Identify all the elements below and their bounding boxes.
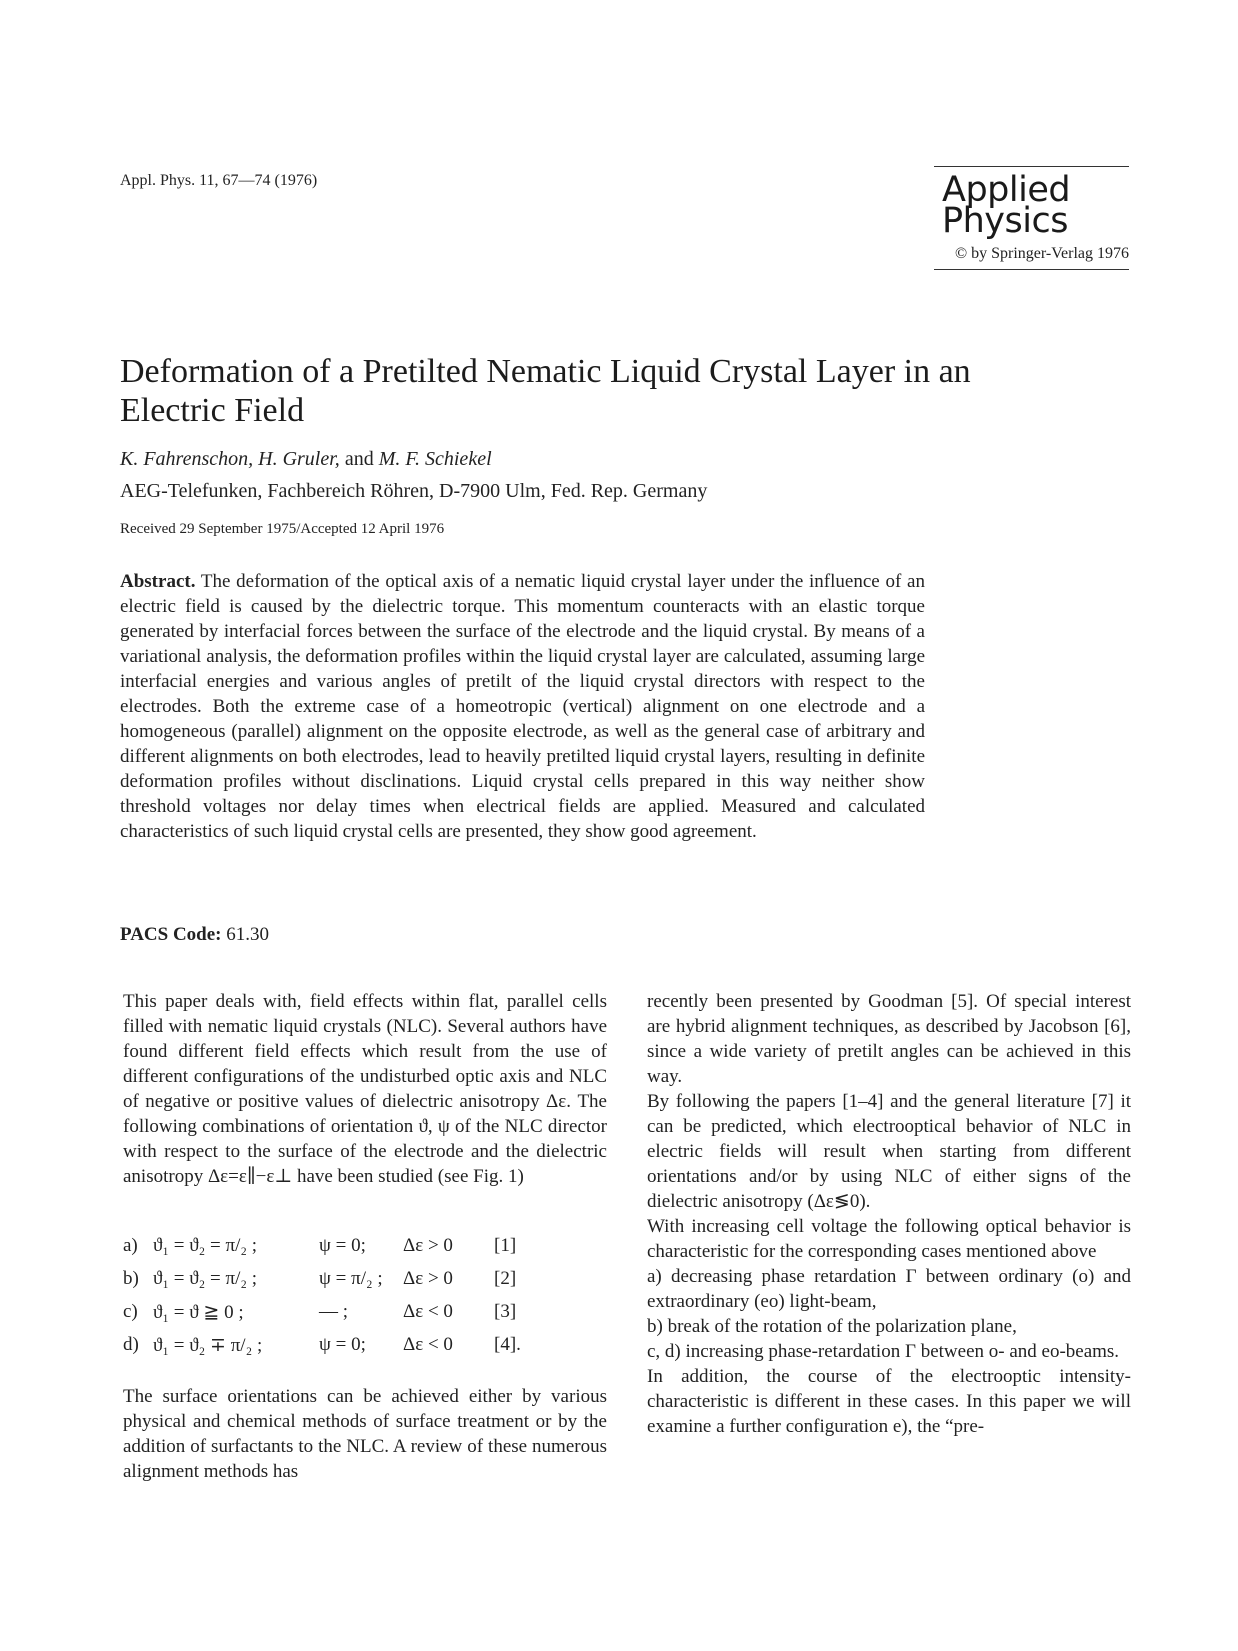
orientation-cases [123, 1235, 607, 1367]
masthead-line-2: Physics [942, 201, 1068, 241]
authors-and: and [344, 448, 374, 470]
case-anisotropy: Δε > 0 [403, 1268, 453, 1289]
right-paragraph-4: In addition, the course of the electrooptic intensity-characteristic is different in these cases. In this paper we will examine a further configuration e), the “pre- [647, 1366, 1131, 1437]
body-right-column [647, 989, 1131, 1439]
abstract-text: The deformation of the optical axis of a nematic liquid crystal layer under the influence of an electric field is caused by the dielectric torque. This momentum counteracts with an elastic torque generated by interfacial forces between the surface of the electrode and the liquid crystal. By means of a variational analysis, the deformation profiles within the liquid crystal layer are calculated, assuming large interfacial energies and various angles of pretilt of the liquid crystal directors with respect to the electrodes. Both the extreme case of a homeotropic (vertical) alignment on one electrode and a homogeneous (parallel) alignment on the opposite electrode, as well as the general case of arbitrary and different alignments on both electrodes, lead to heavily pretilted liquid crystal layers, resulting in definite deformation profiles without disclinations. Liquid crystal cells prepared in this way neither show threshold voltages nor delay times when electrical fields are applied. Measured and calculated characteristics of such liquid crystal cells are presented, they show good agreement. [120, 571, 925, 842]
case-anisotropy: Δε > 0 [403, 1235, 453, 1256]
affiliation: AEG-Telefunken, Fachbereich Röhren, D-7900 Ulm, Fed. Rep. Germany [120, 480, 708, 502]
right-paragraph-2: By following the papers [1–4] and the general literature [7] it can be predicted, which electrooptical behavior of NLC in electric fields will result when starting from different orientations and/or by using NLC of either signs of the dielectric anisotropy (Δε≶0). [647, 1091, 1131, 1212]
right-paragraph-1: recently been presented by Goodman [5]. Of special interest are hybrid alignment techniques, as described by Jacobson [6], since a wide variety of pretilt angles can be achieved in this way. [647, 991, 1131, 1087]
article-title: Deformation of a Pretilted Nematic Liquid Crystal Layer in an Electric Field [120, 353, 971, 429]
right-item-cd: c, d) increasing phase-retardation Γ between o- and eo-beams. [647, 1341, 1120, 1362]
masthead-bottom-rule [934, 269, 1129, 270]
pacs-label: PACS Code: [120, 924, 222, 945]
authors-last: M. F. Schiekel [378, 448, 492, 470]
received-dates: Received 29 September 1975/Accepted 12 April 1976 [120, 521, 445, 537]
body-left-column-top [123, 989, 607, 1189]
case-psi: ψ = 0; [319, 1235, 366, 1256]
case-label: d) [123, 1334, 139, 1355]
case-label: a) [123, 1235, 138, 1256]
intro-paragraph: This paper deals with, field effects within flat, parallel cells filled with nematic liquid crystals (NLC). Several authors have found different field effects which result from the use of different configurations of the undisturbed optic axis and NLC of negative or positive values of dielectric anisotropy Δε. The following combinations of orientation ϑ, ψ of the NLC director with respect to the surface of the electrode and the dielectric anisotropy Δε=ε∥−ε⊥ have been studied (see Fig. 1) [123, 991, 607, 1187]
alignment-paragraph: The surface orientations can be achieved either by various physical and chemical methods of surface treatment or by the addition of surfactants to the NLC. A review of these numerous alignment methods has [123, 1386, 607, 1482]
author-list [120, 448, 492, 471]
case-psi: — ; [319, 1301, 349, 1322]
case-label: c) [123, 1301, 138, 1322]
journal-reference: Appl. Phys. 11, 67—74 (1976) [120, 172, 318, 189]
abstract-label: Abstract. [120, 571, 196, 592]
masthead-line-1: Applied [942, 170, 1071, 210]
masthead-top-rule [934, 166, 1129, 167]
case-reference: [1] [494, 1235, 517, 1256]
authors-first: K. Fahrenschon, H. Gruler, [120, 448, 340, 470]
body-left-column-bottom [123, 1384, 607, 1484]
right-item-a: a) decreasing phase retardation Γ between ordinary (o) and extraordinary (eo) light-beam, [647, 1266, 1131, 1312]
case-row-d [123, 1334, 607, 1367]
case-reference: [4]. [494, 1334, 521, 1355]
right-paragraph-3: With increasing cell voltage the following optical behavior is characteristic for the corresponding cases mentioned above [647, 1216, 1131, 1262]
case-label: b) [123, 1268, 139, 1289]
pacs-code [120, 924, 269, 946]
case-anisotropy: Δε < 0 [403, 1301, 453, 1322]
case-psi: ψ = π/₂ ; [319, 1268, 383, 1289]
case-theta: ϑ₁ = ϑ₂ = π/₂ ; [153, 1268, 258, 1289]
pacs-value: 61.30 [226, 924, 270, 945]
case-theta: ϑ₁ = ϑ₂ ∓ π/₂ ; [153, 1335, 263, 1356]
case-anisotropy: Δε < 0 [403, 1334, 453, 1355]
masthead-logo [934, 170, 1129, 241]
case-row-b [123, 1268, 607, 1301]
case-row-c [123, 1301, 607, 1334]
copyright-notice: © by Springer-Verlag 1976 [954, 245, 1129, 262]
journal-masthead [934, 166, 1129, 270]
case-psi: ψ = 0; [319, 1334, 366, 1355]
case-theta: ϑ₁ = ϑ₂ = π/₂ ; [153, 1235, 258, 1256]
case-theta: ϑ₁ = ϑ ≧ 0 ; [153, 1302, 244, 1323]
case-reference: [3] [494, 1301, 517, 1322]
case-row-a [123, 1235, 607, 1268]
abstract [120, 569, 925, 844]
right-item-b: b) break of the rotation of the polarization plane, [647, 1316, 1017, 1337]
case-reference: [2] [494, 1268, 517, 1289]
